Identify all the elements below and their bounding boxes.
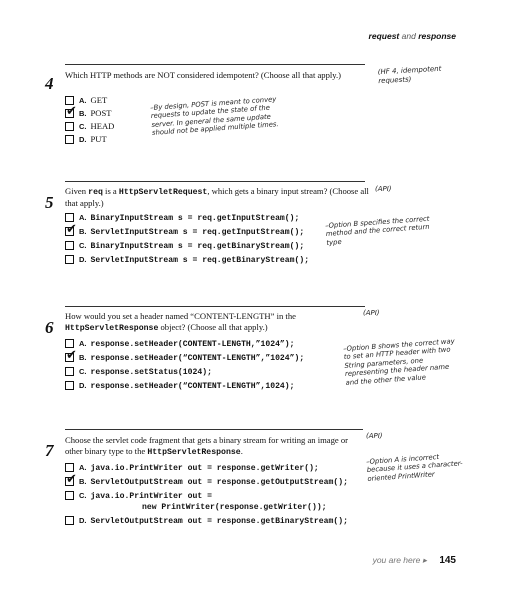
option-d[interactable]: D. ServletOutputStream out = response.getBinaryStream(); <box>65 515 348 526</box>
header-response: response <box>418 31 456 41</box>
option-a[interactable]: A. GET <box>65 95 107 106</box>
option-a[interactable]: A. BinaryInputStream s = req.getInputStream(); <box>65 212 299 223</box>
checkbox-checked[interactable] <box>65 471 77 487</box>
checkbox[interactable] <box>65 255 74 264</box>
option-c[interactable]: C. response.setStatus(1024); <box>65 366 212 377</box>
header-request: request <box>368 31 400 41</box>
question-text: How would you set a header named “CONTENT-LENGTH” in the HttpServletResponse object? (Choose all that apply.) <box>65 311 296 333</box>
checkbox[interactable] <box>65 367 74 376</box>
checkbox-checked[interactable] <box>65 103 77 119</box>
header-and: and <box>401 31 416 41</box>
checkbox-checked[interactable] <box>65 221 77 237</box>
page-footer <box>373 555 456 566</box>
question-number: 5 <box>45 193 54 212</box>
page-number: 145 <box>439 555 456 566</box>
question-number: 7 <box>45 441 54 460</box>
checkbox[interactable] <box>65 381 74 390</box>
objective-tag: (API) <box>375 185 392 193</box>
question-text: Choose the servlet code fragment that gets a binary stream for writing an image or other binary type to the HttpServletResponse. <box>65 435 349 457</box>
option-d[interactable]: D. PUT <box>65 134 107 145</box>
checkbox[interactable] <box>65 213 74 222</box>
question-text: Which HTTP methods are NOT considered idempotent? (Choose all that apply.) <box>65 70 342 80</box>
question-number: 6 <box>45 318 54 337</box>
option-b[interactable]: ✔ B. ServletOutputStream out = response.getOutputStream(); <box>66 471 348 487</box>
option-a[interactable]: A. response.setHeader(CONTENT-LENGTH,”1024”); <box>65 338 295 349</box>
checkbox[interactable] <box>65 516 74 525</box>
you-are-here-label: you are here ▸ <box>372 555 427 565</box>
checkbox[interactable] <box>65 122 74 131</box>
objective-tag: (API) <box>363 309 380 317</box>
answer-note: –Option A is incorrect because it uses a character-oriented PrintWriter <box>366 452 463 483</box>
question-divider <box>65 64 365 65</box>
answer-note: –Option B shows the correct way to set an HTTP header with two String parameters, one representing the header name and the other the value <box>343 337 455 387</box>
option-c[interactable]: C. BinaryInputStream s = req.getBinaryStream(); <box>65 240 304 251</box>
option-c-continued: new PrintWriter(response.getWriter()); <box>142 503 327 512</box>
checkbox-checked[interactable] <box>65 347 77 363</box>
option-a[interactable]: A. java.io.PrintWriter out = response.getWriter(); <box>65 462 319 473</box>
option-c[interactable]: C. HEAD <box>65 121 114 132</box>
objective-tag: (API) <box>366 432 383 440</box>
option-d[interactable]: D. response.setHeader(“CONTENT-LENGTH”,1024); <box>65 380 295 391</box>
option-d[interactable]: D. ServletInputStream s = req.getBinaryStream(); <box>65 254 309 265</box>
question-number: 4 <box>45 74 54 93</box>
question-divider <box>65 429 363 430</box>
question-divider <box>65 181 365 182</box>
question-divider <box>65 306 365 307</box>
option-c[interactable]: C. java.io.PrintWriter out = <box>65 490 212 501</box>
checkmark-icon: ✔ <box>66 471 77 487</box>
running-header <box>369 31 456 41</box>
checkbox[interactable] <box>65 463 74 472</box>
checkmark-icon: ✔ <box>66 221 77 237</box>
checkbox[interactable] <box>65 135 74 144</box>
answer-note: –By design, POST is meant to convey requests to update the state of the server. In general the same update should not be applied multiple times. <box>150 95 279 138</box>
option-b[interactable]: ✔ B. response.setHeader(“CONTENT-LENGTH”,”1024”); <box>66 347 305 363</box>
checkbox[interactable] <box>65 339 74 348</box>
checkmark-icon: ✔ <box>66 103 77 119</box>
answer-note: –Option B specifies the correct method and the correct return type <box>325 214 430 247</box>
checkbox[interactable] <box>65 491 74 500</box>
checkmark-icon: ✔ <box>66 347 77 363</box>
option-b[interactable]: ✔ B. POST <box>66 103 112 119</box>
option-b[interactable]: ✔ B. ServletInputStream s = req.getInputStream(); <box>66 221 305 237</box>
objective-tag: (HF 4, idempotent requests) <box>377 64 442 85</box>
checkbox[interactable] <box>65 241 74 250</box>
question-text: Given req is a HttpServletRequest, which gets a binary input stream? (Choose all that apply.) <box>65 186 369 208</box>
